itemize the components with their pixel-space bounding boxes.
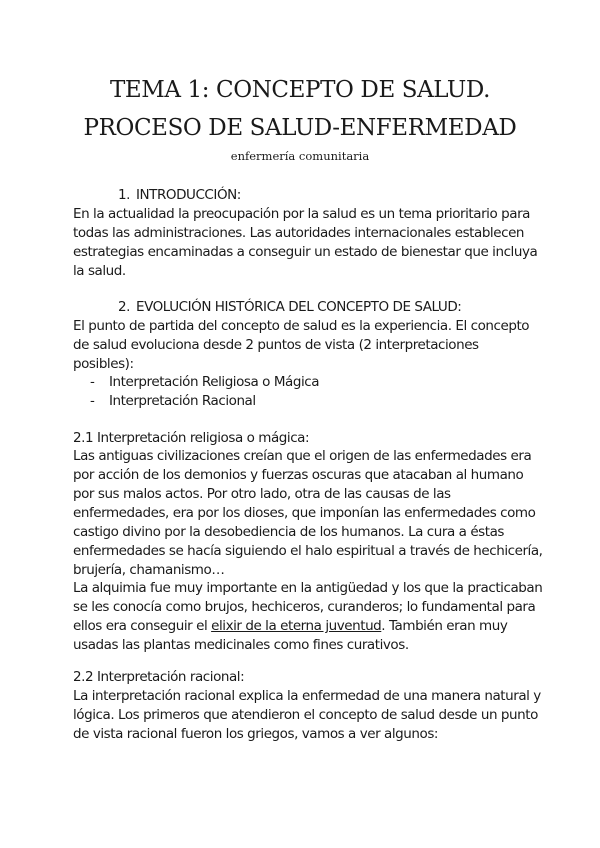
section-2-heading [118,298,461,317]
section-1-heading [118,186,241,205]
bullet-dash: - [90,374,95,390]
section-2-paragraph: El punto de partida del concepto de salud es la experiencia. El concepto de salud evoluciona desde 2 puntos de vista (2 interpretaciones posibles): [73,318,530,372]
paragraph-2-text-before: La alquimia fue muy importante en la antigüedad y los que la practicaban se les conocía como brujos, hechiceros, curanderos; lo fundamental para ellos era conseguir el [73,580,543,634]
section-1-paragraph: En la actualidad la preocupación por la salud es un tema prioritario para todas las administraciones. Las autoridades internacionales establecen estrategias encaminadas a conseguir un estado de bienestar que incluya la salud. [73,206,538,279]
section-2-2-paragraph: La interpretación racional explica la enfermedad de una manera natural y lógica. Los primeros que atendieron el concepto de salud desde un punto de vista racional fueron los griegos, vamos a ver algunos: [73,688,541,742]
list-item [90,392,319,411]
section-2-2-heading: 2.2 Interpretación racional: [73,669,245,685]
section-2-1-paragraph-1: Las antiguas civilizaciones creían que el origen de las enfermedades era por acción de los demonios y fuerzas oscuras que atacaban al humano por sus malos actos. Por otro lado, otra de las causas de las enfermedades, era por los dioses, que imponían las enfermedades como castigo divino por la desobediencia de los humanos. La cura a éstas enfermedades se hacía siguiendo el halo espiritual a través de hechicería, brujería, chamanismo… [73,448,543,578]
section-1-number: 1. [118,187,130,203]
title-line-2: PROCESO DE SALUD-ENFERMEDAD [83,115,517,141]
list-item [90,373,319,392]
section-2-bullet-list [90,373,319,411]
subtitle: enfermería comunitaria [230,149,370,163]
section-2-1-paragraph-2 [73,579,543,655]
section-2-heading-text: EVOLUCIÓN HISTÓRICA DEL CONCEPTO DE SALUD: [136,299,462,315]
elixir-underlined-text: elixir de la eterna juventud [211,618,382,634]
title-line-1: TEMA 1: CONCEPTO DE SALUD. [109,77,491,103]
section-2-1-heading: 2.1 Interpretación religiosa o mágica: [73,430,310,446]
section-1-heading-text: INTRODUCCIÓN: [136,187,241,203]
bullet-dash: - [90,393,95,409]
section-2-number: 2. [118,299,130,315]
bullet-text: Interpretación Racional [109,393,256,409]
bullet-text: Interpretación Religiosa o Mágica [109,374,320,390]
paragraph-2-text-after: . También eran muy usadas las plantas medicinales como fines curativos. [73,618,508,653]
